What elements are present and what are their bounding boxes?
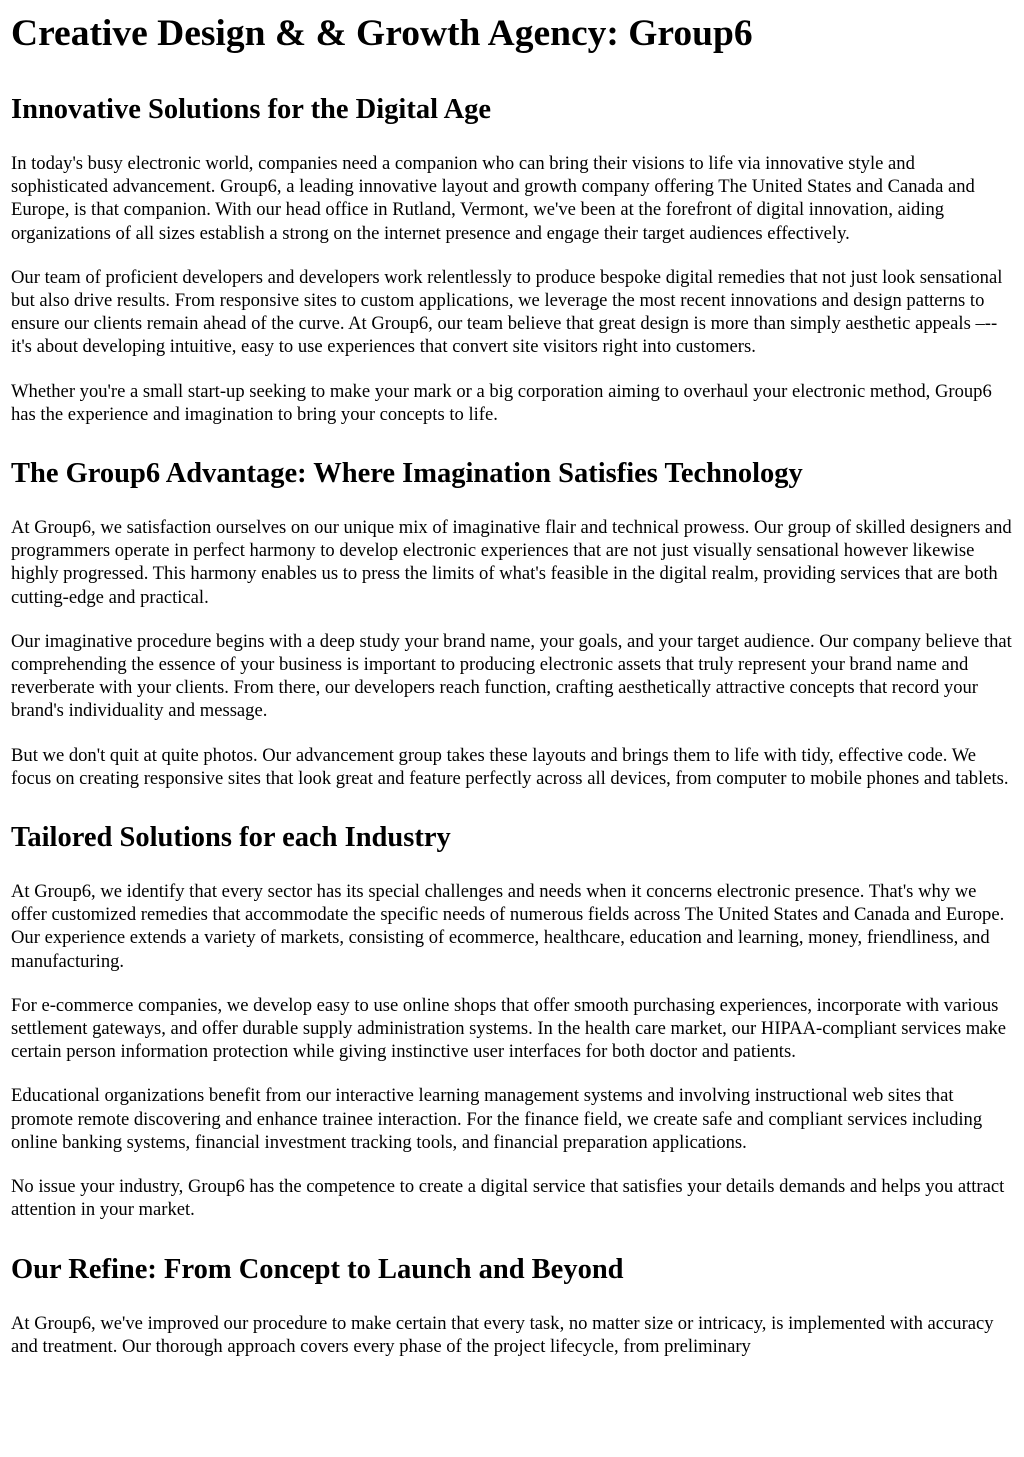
- paragraph: In today's busy electronic world, companies need a companion who can bring their visions to life via innovative style and sophisticated advancement. Group6, a leading innovative layout and growth company offering The United States and Canada and Europe, is that companion. With our head office in Rutland, Vermont, we've been at the forefront of digital innovation, aiding organizations of all sizes establish a strong on the internet presence and engage their target audiences effectively.: [11, 153, 975, 244]
- section-heading-group6-advantage: The Group6 Advantage: Where Imagination Satisfies Technology: [11, 458, 803, 490]
- section-heading-tailored-solutions: Tailored Solutions for each Industry: [11, 822, 451, 854]
- paragraph: But we don't quit at quite photos. Our advancement group takes these layouts and brings them to life with tidy, effective code. We focus on creating responsive sites that look great and feature perfectly across all devices, from computer to mobile phones and tablets.: [11, 744, 1009, 789]
- paragraph: For e-commerce companies, we develop easy to use online shops that offer smooth purchasing experiences, incorporate with various settlement gateways, and offer durable supply administration systems. In the health care market, our HIPAA-compliant services make certain person information protection while giving instinctive user interfaces for both doctor and patients.: [11, 994, 1007, 1063]
- paragraph: Educational organizations benefit from our interactive learning management systems and involving instructional web sites that promote remote discovering and enhance trainee interaction. For the finance field, we create safe and compliant services including online banking systems, financial investment tracking tools, and financial preparation applications.: [11, 1085, 983, 1153]
- paragraph: At Group6, we've improved our procedure to make certain that every task, no matter size or intricacy, is implemented with accuracy and treatment. Our thorough approach covers every phase of the project lifecycle, from preliminary: [11, 1312, 994, 1357]
- paragraph: At Group6, we identify that every sector has its special challenges and needs when it concerns electronic presence. That's why we offer customized remedies that accommodate the specific needs of numerous fields across The United States and Canada and Europe. Our experience extends a variety of markets, consisting of ecommerce, healthcare, education and learning, money, friendliness, and manufacturing.: [11, 881, 1005, 972]
- paragraph: Whether you're a small start-up seeking to make your mark or a big corporation aiming to overhaul your electronic method, Group6 has the experience and imagination to bring your concepts to life.: [11, 380, 992, 425]
- paragraph: Our team of proficient developers and developers work relentlessly to produce bespoke digital remedies that not just look sensational but also drive results. From responsive sites to custom applications, we leverage the most recent innovations and design patterns to ensure our clients remain ahead of the curve. At Group6, our team believe that great design is more than simply aesthetic appeals –-- it's about developing intuitive, easy to use experiences that convert site visitors right into customers.: [11, 266, 1003, 358]
- page-title: Creative Design & & Growth Agency: Group6: [11, 13, 753, 54]
- article: [0, 11, 1024, 1358]
- section-heading-our-refine: Our Refine: From Concept to Launch and Beyond: [11, 1253, 624, 1285]
- paragraph: Our imaginative procedure begins with a deep study your brand name, your goals, and your target audience. Our company believe that comprehending the essence of your business is important to producing electronic assets that truly represent your brand name and reverberate with your clients. From there, our developers reach function, crafting aesthetically attractive concepts that record your brand's individuality and message.: [11, 630, 1012, 722]
- paragraph: At Group6, we satisfaction ourselves on our unique mix of imaginative flair and technical prowess. Our group of skilled designers and programmers operate in perfect harmony to develop electronic experiences that are not just visually sensational however likewise highly progressed. This harmony enables us to press the limits of what's feasible in the digital realm, providing services that are both cutting-edge and practical.: [11, 517, 1012, 608]
- paragraph: No issue your industry, Group6 has the competence to create a digital service that satisfies your details demands and helps you attract attention in your market.: [11, 1176, 1005, 1221]
- section-heading-innovative-solutions: Innovative Solutions for the Digital Age: [11, 94, 492, 125]
